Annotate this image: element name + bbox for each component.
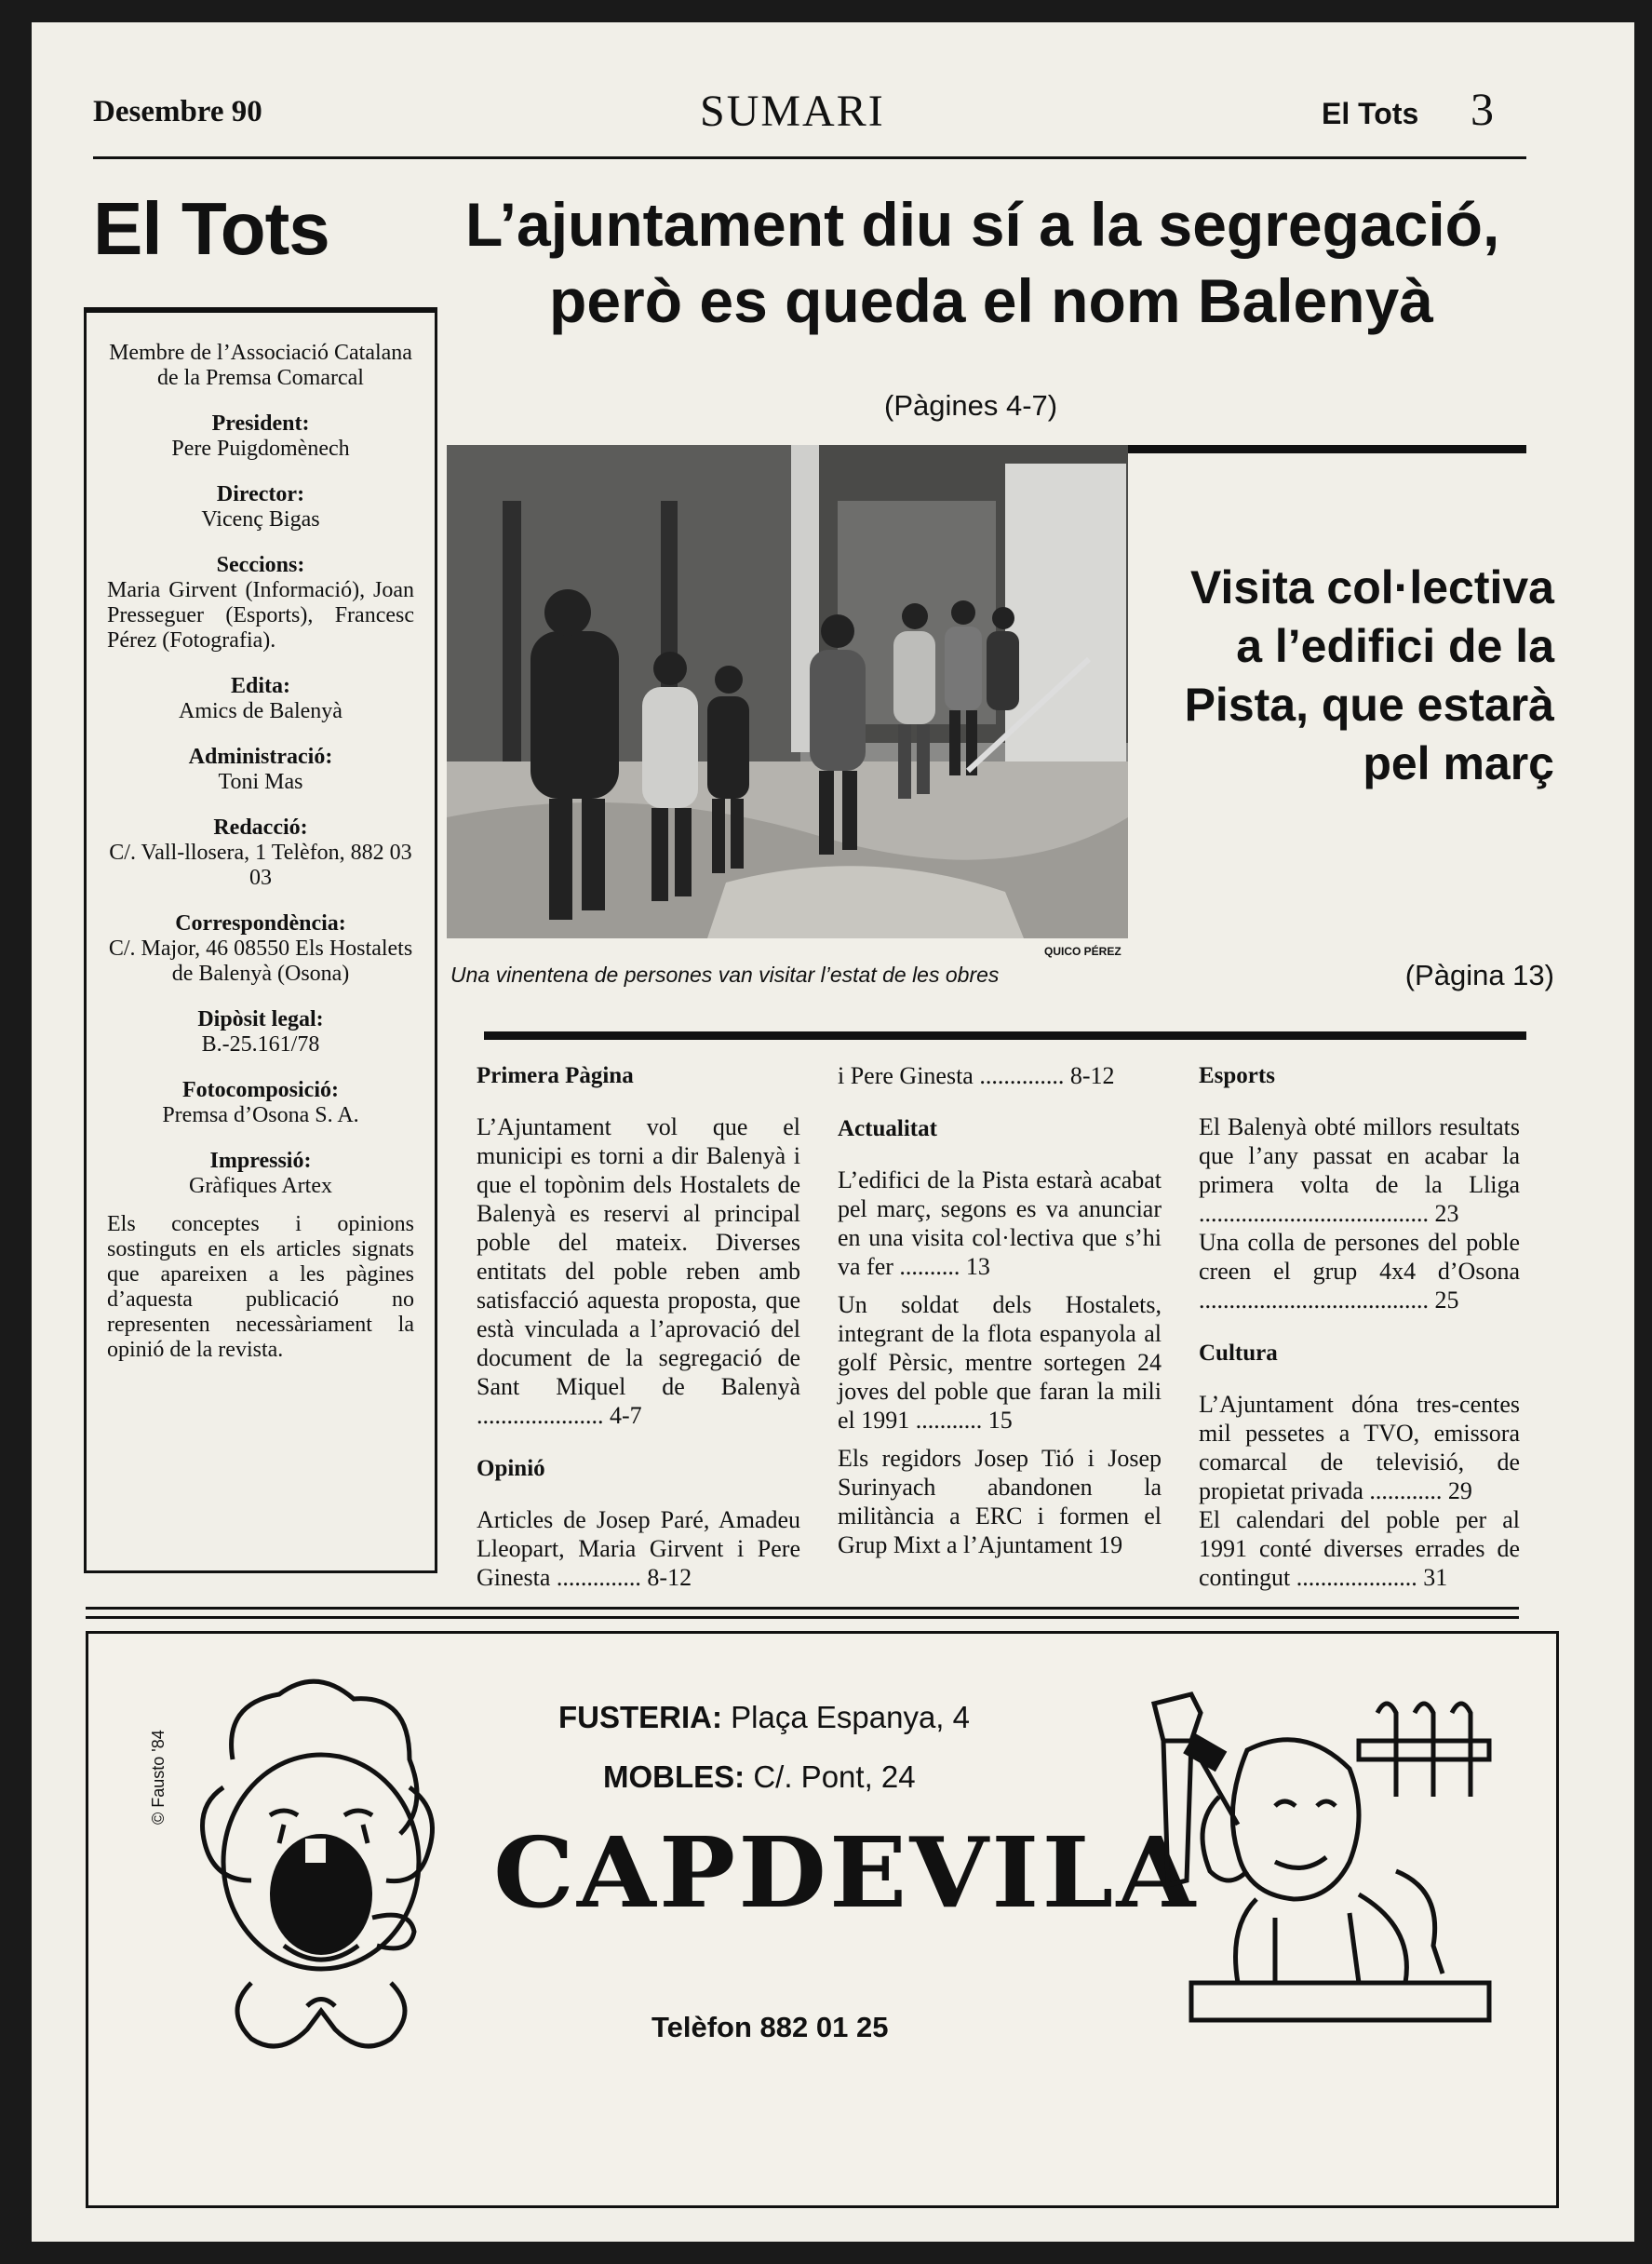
ad-rule-1 bbox=[86, 1607, 1519, 1610]
headline-pages: (Pàgines 4-7) bbox=[884, 389, 1058, 422]
credit-value: Premsa d’Osona S. A. bbox=[162, 1103, 359, 1127]
fusteria-address: Plaça Espanya, 4 bbox=[731, 1700, 971, 1734]
photo-caption: Una vinentena de persones van visitar l’estat de les obres bbox=[450, 963, 1000, 987]
ad-mobles bbox=[603, 1759, 916, 1795]
headline-line-2: però es queda el nom Balenyà bbox=[549, 266, 1433, 335]
credit-label: Impressió: bbox=[209, 1149, 312, 1173]
esports-item-1: El Balenyà obté millors resultats que l’any passat en acabar la primera volta de la Lliga ...................................... 23 bbox=[1199, 1113, 1520, 1227]
credit-value: C/. Vall-llosera, 1 Telèfon, 882 03 03 bbox=[109, 841, 412, 890]
actualitat-item-2: Un soldat dels Hostalets, integrant de la flota espanyola al golf Pèrsic, mentre sortegen 24 joves del poble que faran la mili el 1991 ........... 15 bbox=[838, 1291, 1162, 1434]
section-title: SUMARI bbox=[700, 87, 885, 136]
credit-label: Dipòsit legal: bbox=[197, 1007, 324, 1031]
heading-actualitat: Actualitat bbox=[838, 1116, 937, 1141]
credit-value: Toni Mas bbox=[218, 770, 303, 794]
credit-label: Director: bbox=[216, 482, 305, 506]
heading-opinio: Opinió bbox=[477, 1456, 545, 1481]
actualitat-item-3: Els regidors Josep Tió i Josep Surinyach abandonen la militància a ERC i formen el Grup Mixt a l’Ajuntament 19 bbox=[838, 1445, 1162, 1558]
credit-value: B.-25.161/78 bbox=[201, 1032, 320, 1057]
cultura-item-2: El calendari del poble per al 1991 conté diverses errades de contingut .................... 31 bbox=[1199, 1506, 1520, 1591]
column-actualitat bbox=[838, 1061, 1162, 1559]
summary-opinio: Articles de Josep Paré, Amadeu Lleopart, Maria Girvent i Pere Ginesta .............. 8-12 bbox=[477, 1506, 800, 1591]
credit-label: Correspondència: bbox=[175, 911, 346, 936]
credit-label: Seccions: bbox=[216, 553, 305, 577]
issue-date: Desembre 90 bbox=[93, 95, 262, 128]
column-esports-cultura bbox=[1199, 1061, 1520, 1592]
feature-title: Visita col·lectiva a l’edifici de la Pista, que estarà pel març bbox=[1184, 561, 1554, 789]
actualitat-item-1: L’edifici de la Pista estarà acabat pel març, segons es va anunciar en una visita col·lectiva que s’hi va fer .......... 13 bbox=[838, 1166, 1162, 1280]
fusteria-label: FUSTERIA: bbox=[558, 1700, 722, 1734]
brand-title: El Tots bbox=[93, 187, 329, 270]
artist-signature: © Fausto '84 bbox=[149, 1730, 168, 1825]
credit-label: President: bbox=[211, 411, 310, 436]
credit-value: Gràfiques Artex bbox=[189, 1174, 332, 1198]
contents-top-rule bbox=[484, 1031, 1526, 1040]
carpenter-icon bbox=[1135, 1685, 1498, 2076]
ad-phone: Telèfon 882 01 25 bbox=[651, 2011, 889, 2043]
opinio-continuation: i Pere Ginesta .............. 8-12 bbox=[838, 1062, 1115, 1089]
summary-primera-pagina: L’Ajuntament vol que el municipi es torni a dir Balenyà i que el topònim dels Hostalets de Balenyà es reservi al principal poble del mateix. Diverses entitats del poble reben amb satisfacció aquesta proposta, que està vinculada a l’aprovació del document de la segregació de Sant Miquel de Balenyà ..................... 4-7 bbox=[477, 1113, 800, 1429]
page-number: 3 bbox=[1471, 83, 1494, 135]
headline-line-1: L’ajuntament diu sí a la segregació, bbox=[465, 190, 1500, 259]
credit-label: Redacció: bbox=[213, 815, 308, 840]
feature-page-ref: (Pàgina 13) bbox=[1404, 959, 1554, 991]
credit-value: Pere Puigdomènech bbox=[171, 437, 350, 461]
main-headline bbox=[437, 186, 1536, 339]
credits-box bbox=[84, 307, 437, 1573]
crying-baby-icon bbox=[195, 1676, 447, 2113]
heading-esports: Esports bbox=[1199, 1063, 1275, 1088]
credit-label: Administració: bbox=[188, 745, 333, 769]
header-rule bbox=[93, 156, 1526, 159]
heading-primera-pagina: Primera Pàgina bbox=[477, 1063, 634, 1088]
cultura-item-1: L’Ajuntament dóna tres-centes mil pessetes a TVO, emissora comarcal de televisió, de propietat privada ............ 29 bbox=[1199, 1391, 1520, 1504]
association-membership: Membre de l’Associació Catalana de la Premsa Comarcal bbox=[109, 341, 412, 390]
esports-item-2: Una colla de persones del poble creen el grup 4x4 d’Osona ...................................... 25 bbox=[1199, 1229, 1520, 1314]
photo-credit: QUICO PÉREZ bbox=[1044, 945, 1121, 958]
photo-illustration bbox=[447, 445, 1128, 938]
ad-rule-2 bbox=[86, 1616, 1519, 1619]
heading-cultura: Cultura bbox=[1199, 1341, 1278, 1366]
credit-value: C/. Major, 46 08550 Els Hostalets de Balenyà (Osona) bbox=[108, 937, 413, 986]
mobles-label: MOBLES: bbox=[603, 1759, 745, 1794]
credit-value: Vicenç Bigas bbox=[201, 507, 320, 532]
construction-photo bbox=[447, 445, 1128, 938]
column-primera-opinio bbox=[477, 1061, 800, 1591]
credit-value: Maria Girvent (Informació), Joan Presseguer (Esports), Francesc Pérez (Fotografia). bbox=[107, 578, 414, 653]
publication-name: El Tots bbox=[1322, 97, 1419, 130]
ad-company-name: CAPDEVILA bbox=[493, 1815, 1199, 1930]
ad-fusteria bbox=[558, 1700, 970, 1735]
mobles-address: C/. Pont, 24 bbox=[753, 1759, 916, 1794]
credit-label: Edita: bbox=[230, 674, 290, 698]
credit-label: Fotocomposició: bbox=[182, 1078, 339, 1102]
disclaimer: Els conceptes i opinions sostinguts en els articles signats que apareixen a les pàgines d’aquesta publicació no representen necessàriament la opinió de la revista. bbox=[107, 1212, 414, 1362]
credit-value: Amics de Balenyà bbox=[179, 699, 342, 723]
